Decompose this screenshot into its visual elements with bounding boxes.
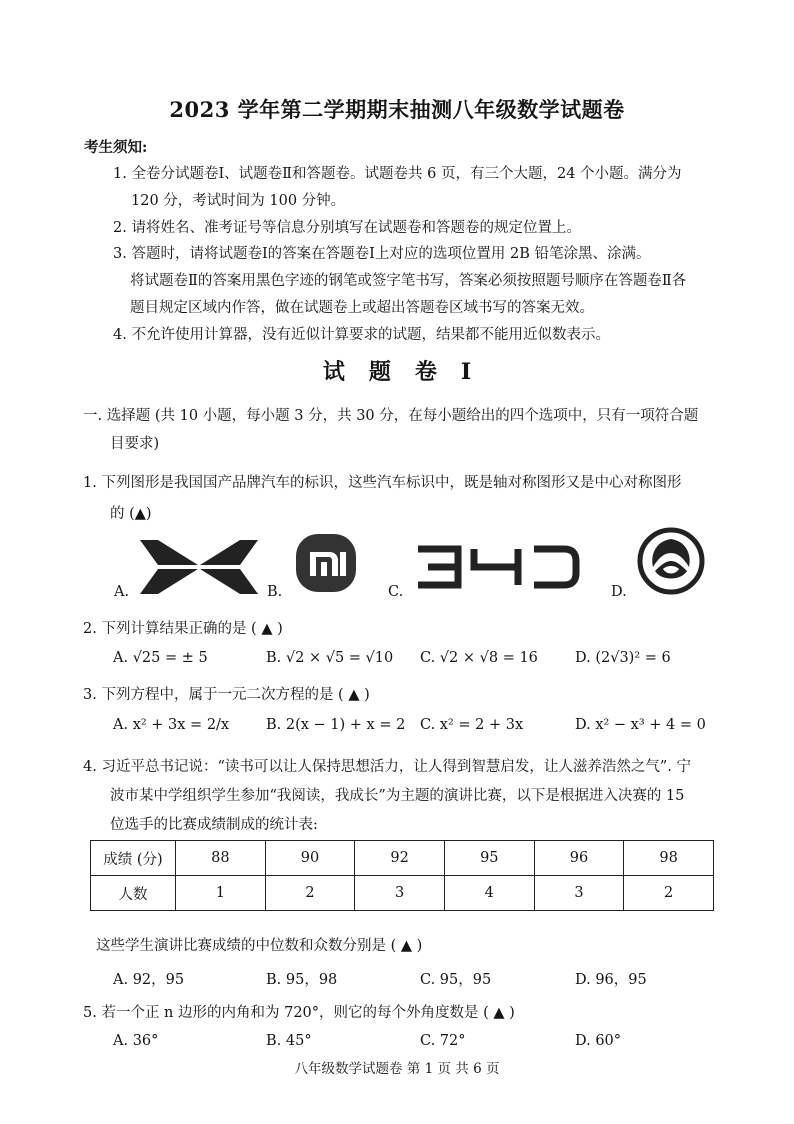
q4-option-a: A. 92，95 <box>113 972 185 988</box>
table-cell: 3 <box>534 876 624 911</box>
table-cell: 95 <box>444 841 534 876</box>
table-cell: 2 <box>624 876 714 911</box>
part1-heading: 一. 选择题 (共 10 小题，每小题 3 分，共 30 分，在每小题给出的四个选项中，只有一项符合题 <box>83 408 699 424</box>
page-title: 2023 学年第二学期期末抽测八年级数学试题卷 <box>169 97 625 122</box>
q2-stem: 2. 下列计算结果正确的是 ( ▲ ) <box>83 621 283 637</box>
q1-option-d-label: D. <box>611 584 627 600</box>
notice-item-3-cont-1: 将试题卷Ⅱ的答案用黑色字迹的钢笔或签字笔书写，答案必须按照题号顺序在答题卷Ⅱ各 <box>130 273 687 289</box>
q5-option-c: C. 72° <box>420 1033 466 1049</box>
q4-stem-line-2: 波市某中学组织学生参加“我阅读，我成长”为主题的演讲比赛，以下是根据进入决赛的 15 <box>110 788 685 804</box>
table-cell: 4 <box>444 876 534 911</box>
table-cell: 2 <box>265 876 355 911</box>
q2-option-d: D. (2√3)² = 6 <box>575 650 671 666</box>
q3-stem: 3. 下列方程中，属于一元二次方程的是 ( ▲ ) <box>83 687 370 703</box>
table-cell: 88 <box>176 841 266 876</box>
page-footer: 八年级数学试题卷 第 1 页 共 6 页 <box>294 1061 500 1077</box>
q4-option-b: B. 95，98 <box>266 972 338 988</box>
q2-option-a: A. √25 = ± 5 <box>113 650 208 666</box>
q4-option-c: C. 95，95 <box>420 972 492 988</box>
q5-option-b: B. 45° <box>266 1033 312 1049</box>
q1-option-a-label: A. <box>114 584 130 600</box>
q3-option-d: D. x² − x³ + 4 = 0 <box>575 717 706 733</box>
table-row-counts <box>91 876 714 911</box>
q1-option-b-label: B. <box>267 584 283 600</box>
table-cell: 92 <box>355 841 445 876</box>
q3-option-a: A. x² + 3x = 2/x <box>113 717 230 733</box>
q2-option-b: B. √2 × √5 = √10 <box>266 650 394 666</box>
section-title: 试题卷Ⅰ <box>322 359 496 385</box>
q5-option-d: D. 60° <box>575 1033 622 1049</box>
notice-item-3-cont-2: 题目规定区域内作答，做在试题卷上或超出答题卷区域书写的答案无效。 <box>130 300 594 316</box>
table-header-count: 人数 <box>91 876 176 911</box>
xpeng-logo-icon <box>140 538 258 596</box>
notice-item-3: 3. 答题时，请将试题卷Ⅰ的答案在答题卷Ⅰ上对应的选项位置用 2B 铅笔涂黑、涂满。 <box>113 246 651 262</box>
table-cell: 3 <box>355 876 445 911</box>
q3-option-c: C. x² = 2 + 3x <box>420 717 524 733</box>
notice-item-2: 2. 请将姓名、准考证号等信息分别填写在试题卷和答题卷的规定位置上。 <box>113 220 581 236</box>
part1-heading-cont: 目要求) <box>110 436 160 452</box>
dongfeng-logo-icon <box>637 527 705 595</box>
table-cell: 96 <box>534 841 624 876</box>
q4-stem-line-3: 位选手的比赛成绩制成的统计表: <box>110 817 318 833</box>
q1-stem: 1. 下列图形是我国国产品牌汽车的标识，这些汽车标识中，既是轴对称图形又是中心对称图形 <box>83 475 682 491</box>
q2-option-c: C. √2 × √8 = 16 <box>420 650 538 666</box>
q1-option-c-label: C. <box>388 584 404 600</box>
q5-option-a: A. 36° <box>113 1033 159 1049</box>
table-cell: 1 <box>176 876 266 911</box>
q5-stem: 5. 若一个正 n 边形的内角和为 720°，则它的每个外角度数是 ( ▲ ) <box>83 1005 515 1021</box>
notice-heading: 考生须知: <box>84 139 148 156</box>
score-table <box>90 840 714 911</box>
q4-stem-line-1: 4. 习近平总书记说：“读书可以让人保持思想活力，让人得到智慧启发，让人滋养浩然之气”. 宁 <box>83 759 691 775</box>
q1-stem-cont: 的 (▲) <box>110 506 152 522</box>
xiaomi-logo-icon <box>294 532 358 594</box>
notice-item-1: 1. 全卷分试题卷Ⅰ、试题卷Ⅱ和答题卷。试题卷共 6 页，有三个大题，24 个小题。满分为 <box>113 166 682 182</box>
table-cell: 98 <box>624 841 714 876</box>
table-row-scores <box>91 841 714 876</box>
table-header-score: 成绩 (分) <box>91 841 176 876</box>
q4-option-d: D. 96，95 <box>575 972 647 988</box>
table-cell: 90 <box>265 841 355 876</box>
notice-item-4: 4. 不允许使用计算器，没有近似计算要求的试题，结果都不能用近似数表示。 <box>113 327 610 343</box>
byd-logo-icon <box>414 544 582 590</box>
q3-option-b: B. 2(x − 1) + x = 2 <box>266 717 406 733</box>
q4-question: 这些学生演讲比赛成绩的中位数和众数分别是 ( ▲ ) <box>96 938 423 954</box>
notice-item-1-cont: 120 分，考试时间为 100 分钟。 <box>131 193 346 209</box>
